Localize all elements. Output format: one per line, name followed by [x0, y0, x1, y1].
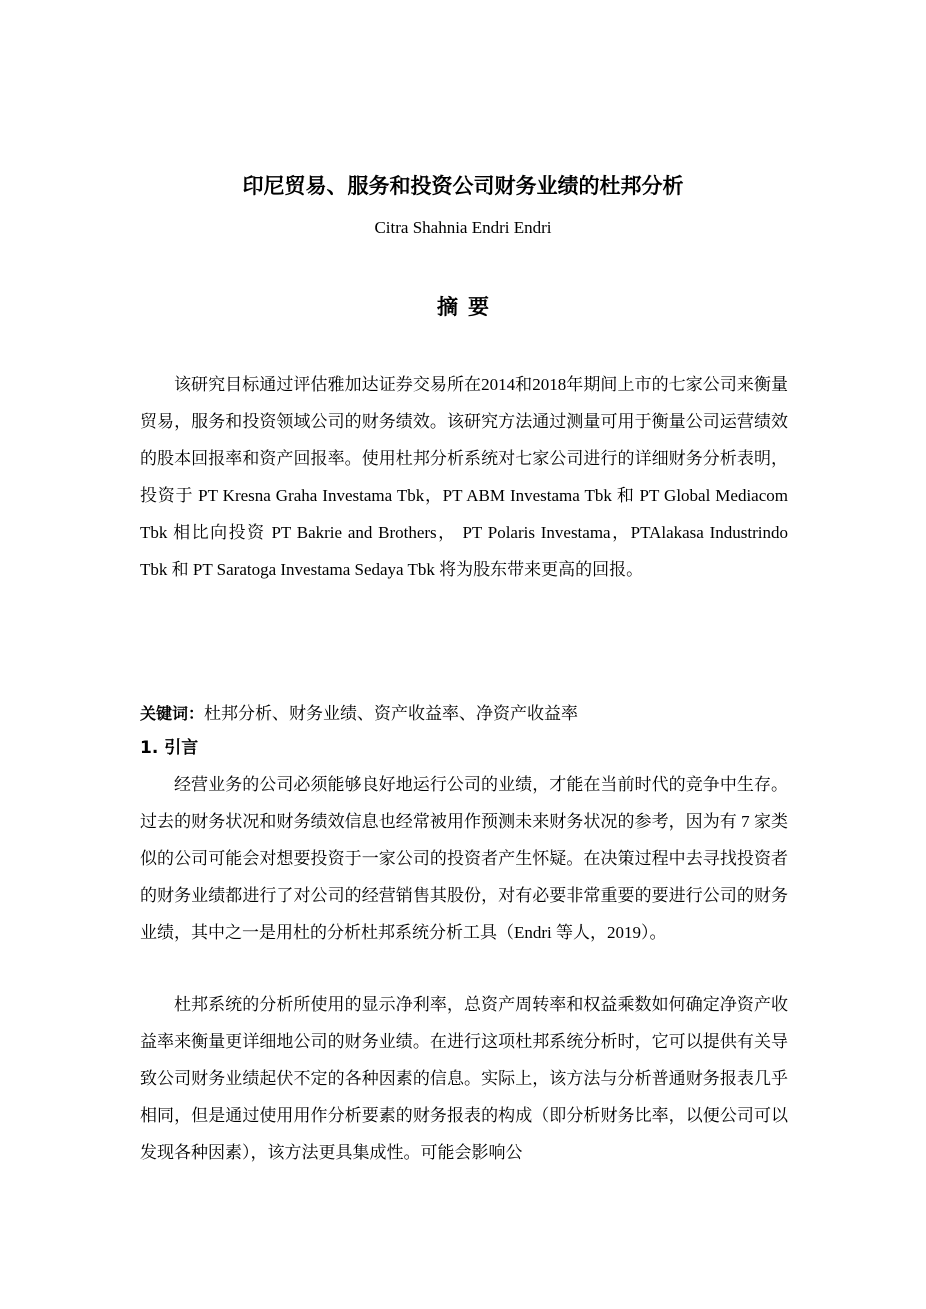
section-heading-introduction: 1. 引言 — [140, 738, 199, 758]
paper-authors: Citra Shahnia Endri Endri — [374, 218, 552, 237]
paper-title: 印尼贸易、服务和投资公司财务业绩的杜邦分析 — [242, 174, 684, 198]
abstract-heading: 摘要 — [437, 295, 499, 319]
intro-paragraph-1: 经营业务的公司必须能够良好地运行公司的业绩，才能在当前时代的竞争中生存。过去的财务状况和财务绩效信息也经常被用作预测未来财务状况的参考，因为有 7 家类似的公司可能会对想要投资于一家公司的投资者产生怀疑。在决策过程中去寻找投资者的财务业绩都进行了对公司的经营销售其股份，对有必要非常重要的要进行公司的财务业绩，其中之一是用杜的分析杜邦系统分析工具（Endri 等人，2019）。 — [140, 775, 788, 942]
keywords-text: 杜邦分析、财务业绩、资产收益率、净资产收益率 — [204, 704, 579, 723]
keywords-line — [140, 697, 788, 731]
abstract-body: 该研究目标通过评估雅加达证券交易所在2014和2018年期间上市的七家公司来衡量贸易，服务和投资领域公司的财务绩效。该研究方法通过测量可用于衡量公司运营绩效的股本回报率和资产回报率。使用杜邦分析系统对七家公司进行的详细财务分析表明，投资于 PT Kresna Graha Investama Tbk，PT ABM Investama Tbk 和 PT Global Mediacom Tbk 相比向投资 PT Bakrie and Brothers， PT Polaris Investama，PTAlakasa Industrindo Tbk 和 PT Saratoga Investama Sedaya Tbk 将为股东带来更高的回报。 — [140, 375, 788, 579]
intro-paragraph-2: 杜邦系统的分析所使用的显示净利率，总资产周转率和权益乘数如何确定净资产收益率来衡量更详细地公司的财务业绩。在进行这项杜邦系统分析时，它可以提供有关导致公司财务业绩起伏不定的各种因素的信息。实际上，该方法与分析普通财务报表几乎相同，但是通过使用用作分析要素的财务报表的构成（即分析财务比率，以便公司可以发现各种因素），该方法更具集成性。可能会影响公 — [140, 995, 788, 1162]
keywords-label: 关键词： — [140, 704, 205, 723]
